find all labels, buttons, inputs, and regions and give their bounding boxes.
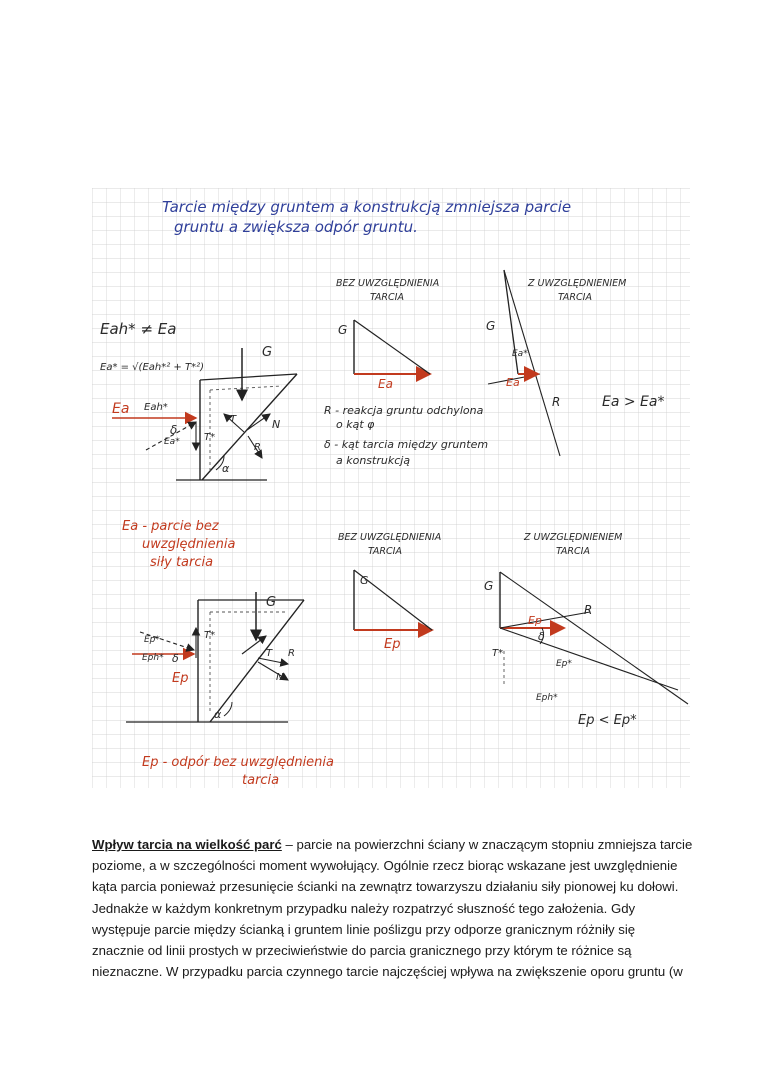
- label-Ep-star-wall: Ep*: [144, 635, 160, 645]
- label-G-passive: G: [266, 595, 277, 610]
- note-delta-2: a konstrukcją: [336, 454, 411, 467]
- label-R-passive: R: [288, 648, 295, 659]
- label-G-active: G: [262, 345, 273, 360]
- label-Ep-star-tri4: Ep*: [556, 659, 572, 669]
- label-Ep-tri3: Ep: [384, 637, 401, 652]
- header-line-2: gruntu a zwiększa odpór gruntu.: [174, 218, 418, 236]
- body-line-5: występuje parcie między ścianką i gruntem linie poślizgu przy odporze granicznym różniły się: [92, 921, 636, 937]
- label-delta-tri4: δ: [538, 630, 545, 643]
- note-delta-1: δ - kąt tarcia między gruntem: [324, 438, 489, 451]
- label-G-tri2: G: [486, 319, 496, 333]
- body-line-1: [92, 834, 693, 855]
- body-line-1-rest: – parcie na powierzchni ściany w znaczącym stopniu zmniejsza tarcie: [281, 837, 693, 852]
- label-T-active: T: [230, 414, 237, 425]
- note-Ea-3: siły tarcia: [150, 555, 214, 570]
- label-N-passive: N: [276, 672, 284, 683]
- caption-top-left-2: TARCIA: [370, 292, 404, 303]
- equation-not-equal: Eah* ≠ Ea: [100, 320, 177, 338]
- label-T-star-active: T*: [204, 432, 216, 443]
- note-R-2: o kąt φ: [336, 418, 375, 431]
- label-delta-active: δ: [170, 423, 178, 437]
- label-R-tri4: R: [584, 603, 593, 617]
- label-Eph-star-wall: Eph*: [142, 653, 164, 663]
- caption-top-left-1: BEZ UWZGLĘDNIENIA: [336, 278, 440, 289]
- label-G-tri1: G: [338, 323, 348, 337]
- caption-bottom-right-2: TARCIA: [556, 546, 590, 557]
- caption-top-right-2: TARCIA: [558, 292, 592, 303]
- caption-bottom-left-2: TARCIA: [368, 546, 402, 557]
- caption-bottom-left-1: BEZ UWZGLĘDNIENIA: [338, 532, 442, 543]
- note-Ea-2: uwzględnienia: [142, 537, 236, 552]
- body-line-3: kąta parcia ponieważ przesunięcie ścianki na zewnątrz towarzyszu działaniu siły pionowej ku dołowi.: [92, 879, 679, 895]
- sketch-canvas: [92, 188, 690, 788]
- caption-top-right-1: Z UWZGLĘDNIENIEM: [528, 278, 627, 289]
- label-Ea-tri1: Ea: [378, 377, 393, 391]
- compare-passive: Ep < Ep*: [578, 713, 637, 728]
- label-delta-passive: δ: [172, 652, 179, 665]
- label-T-passive: T: [266, 648, 273, 659]
- label-R-active: R: [254, 442, 261, 453]
- note-Ea-1: Ea - parcie bez: [122, 519, 219, 534]
- label-T-star-passive: T*: [204, 630, 216, 641]
- handwritten-sketch: [92, 188, 690, 788]
- equation-root: Ea* = √(Eah*² + T*²): [100, 362, 205, 373]
- caption-bottom-right-1: Z UWZGLĘDNIENIEM: [524, 532, 623, 543]
- note-Ep-2: tarcia: [242, 773, 280, 788]
- body-paragraph: [92, 834, 693, 982]
- label-Ep-wall: Ep: [172, 671, 189, 686]
- label-T-star-tri4: T*: [492, 648, 504, 659]
- label-G-tri4: G: [484, 579, 494, 593]
- label-Ea-star-tri2: Ea*: [512, 349, 528, 359]
- label-alpha-passive: α: [214, 708, 222, 721]
- note-R-1: R - reakcja gruntu odchylona: [324, 404, 484, 417]
- label-alpha-active: α: [222, 462, 230, 475]
- label-Eah-star: Eah*: [144, 402, 168, 413]
- label-Ep-tri4: Ep: [528, 614, 542, 627]
- compare-active: Ea > Ea*: [602, 394, 665, 410]
- body-line-6: znacznie od linii prostych w przeciwieństwie do parcia granicznego przy którym te różnice są: [92, 943, 632, 959]
- label-G-tri3: G: [360, 574, 369, 587]
- label-N-active: N: [272, 418, 281, 431]
- label-R-tri2: R: [552, 395, 561, 409]
- body-line-2: poziome, a w szczególności moment wywołujący. Ogólnie rzecz biorąc wskazane jest uwzględnienie: [92, 858, 678, 874]
- label-Ea: Ea: [112, 401, 130, 417]
- label-Ea-tri2: Ea: [506, 376, 520, 389]
- body-line-4: Jednakże w każdym konkretnym przypadku należy rozpatrzyć słuszność tego założenia. Gdy: [92, 900, 636, 916]
- body-line-7: nieznaczne. W przypadku parcia czynnego tarcie najczęściej wpływa na zwiększenie oporu gruntu (w: [92, 964, 683, 980]
- label-Ea-star-wall: Ea*: [164, 437, 180, 447]
- body-lead-heading: Wpływ tarcia na wielkość parć: [92, 837, 282, 852]
- label-Eph-star-tri4: Eph*: [536, 693, 558, 703]
- note-Ep-1: Ep - odpór bez uwzględnienia: [142, 755, 334, 770]
- header-line-1: Tarcie między gruntem a konstrukcją zmniejsza parcie: [162, 198, 572, 216]
